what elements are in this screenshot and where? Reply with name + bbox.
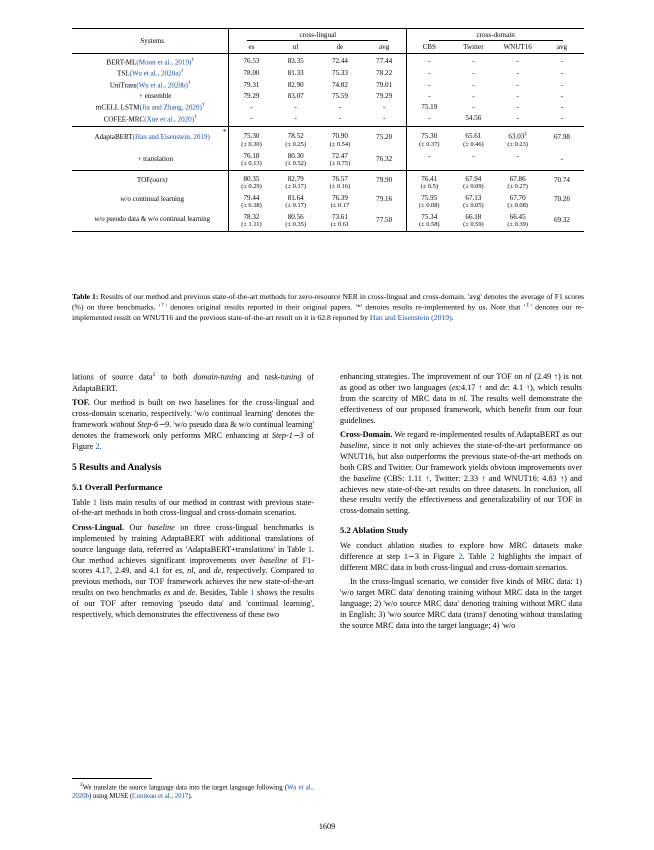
cell: 66.18 [465,212,482,221]
row-system: UniTrans(Wu et al., 2020b)† [109,79,191,90]
cell: 66.45 [509,212,526,221]
subsection-heading-52: 5.2 Ablation Study [340,525,409,536]
cell: - [472,68,475,77]
page-number: 1609 [318,822,336,831]
cell: 74.82 [331,80,348,89]
table-row [72,91,584,101]
cell: - [294,102,297,111]
left-text-column [72,372,314,624]
ddagger-symbol: ‡ [525,302,531,309]
paragraph-52-1: We conduct ablation studies to explore how MRC datasets make difference at step 1∼3 in Figure 2. Table 2 highlights the impact of different MRC data in both cross-lingual and cross-domain scenarios. [340,540,582,572]
cell-std [451,160,495,171]
cell-std: (± 0.29) [229,183,274,190]
table-row [72,113,584,127]
cell: 54.56 [465,114,482,123]
table-row-ablation1 [72,190,584,202]
footnote-ref[interactable]: 2 [152,372,156,378]
cell: - [516,102,519,111]
col-avg-cl: avg [379,42,390,51]
cell-avg-cl: 76.32 [376,154,393,163]
subsection-heading-51: 5.1 Overall Performance [72,482,163,493]
footnote-block [72,778,314,802]
cell: - [382,114,386,123]
row-system: COFEE-MRC(Xue et al., 2020)† [103,113,197,124]
cell-avg-cd: 69.32 [553,215,570,224]
cell: - [560,91,564,100]
cell: 75.34 [407,209,452,221]
cell: 65.61 [465,131,482,140]
cell: - [516,114,519,123]
footnote-citation-1[interactable]: Wu et al., 2020b [72,784,314,801]
cell: - [382,102,386,111]
dagger-symbol: † [160,302,166,309]
cell-std: (± 0.09) [463,182,484,190]
cell: 78.52 [287,131,304,140]
caption-text-4: ' denotes our re-implemented result on WNUT16 and the previous state-of-the-art result on it is 62.8 reported by [72,302,585,322]
caption-text-2: ' denotes original results reported in their original papers. ' [165,302,358,312]
figure-ref[interactable]: 2 [458,551,463,561]
cell: - [516,57,519,66]
table-row-tof [72,170,584,183]
cell: - [516,80,519,89]
cell: 70.90 [331,131,348,140]
cell-std: (± 0.35) [285,220,306,228]
cell: 67.94 [465,174,482,183]
col-wnut16: WNUT16 [503,42,532,51]
cell-std: (± 1.11) [229,221,274,232]
cell: 73.61 [331,212,348,221]
cell: 75.33 [331,68,348,77]
footnote-rule [72,778,152,779]
caption-label: Table 1: [72,292,99,301]
cell: - [560,80,564,89]
cell: - [516,91,519,100]
row-system: TOF(ours) [136,176,168,185]
cell-std: (± 0.17 [330,201,350,209]
cell: 72.47 [331,151,348,160]
cell-std: (± 0.75) [329,159,351,167]
cell: 80.56 [287,212,304,221]
cell: 76.41 [407,170,452,183]
paragraph-51-1: Table 1 lists main results of our method in contrast with previous state-of-the-art methods in both cross-lingual and cross-domain scenarios. [72,497,314,518]
cell-std: (± 0.61 [330,220,350,228]
cell-std: (± 0.52) [285,159,306,167]
table-row [72,79,584,91]
cell: 80.35 [229,170,274,183]
footnote-citation-2[interactable]: Conneau et al., 2017 [132,793,189,801]
cell: - [560,68,564,77]
cell-std: (± 0.5) [407,183,452,190]
cell: - [472,151,475,160]
col-twitter: Twitter [463,42,484,51]
cell: 80.30 [287,151,304,160]
star-symbol: * [357,302,361,312]
cell: 67.13 [465,193,482,202]
cell-std: (± 0.08) [407,202,452,209]
table-ref[interactable]: 1 [92,497,97,507]
col-avg-cd: avg [556,42,568,51]
header-cross-lingual: cross-lingual [229,29,407,42]
cell-std: (± 0.23) [507,140,528,148]
table-caption [72,292,584,323]
cell: 78.22 [376,68,393,77]
right-text-column [340,372,582,635]
cell: 76.57 [331,174,348,183]
cell: 75.95 [407,190,452,202]
row-system: mCELL LSTM(Jia and Zhang, 2020)† [95,102,205,112]
cell: - [560,114,564,123]
cell-std: (± 0.13) [229,160,274,171]
cell: 75.30 [229,127,274,141]
cell-std: (± 0.39) [507,220,528,228]
cell: - [472,102,475,111]
cell-std: (± 0.05) [463,201,484,209]
cell-std: (± 0.59) [463,220,484,228]
cell: - [560,57,564,66]
cell-std: (± 0.17) [285,201,306,209]
cell: 77.44 [376,57,393,66]
caption-text-1: Results of our method and previous state-of-the-art methods for zero-resource NER in cross-lingual and cross-domain. 'avg' denotes the average of F1 scores (%) on three benchmarks. ' [72,292,585,312]
table-ref[interactable]: 1 [307,544,312,554]
cell: 79.01 [376,80,393,89]
cell: 81.64 [287,193,304,202]
cell: - [229,101,274,113]
cell: - [560,102,564,111]
cell-avg-cd: 70.26 [553,195,570,204]
footnote-marker: 2 [80,782,83,788]
cell: - [472,57,475,66]
cell-avg-cd: - [560,154,564,163]
caption-citation[interactable]: Han and Eisenstein (2019) [369,312,452,322]
cell: - [338,114,342,123]
cell: 81.33 [287,68,304,77]
cell: 83.35 [287,57,304,66]
cell: - [229,113,274,127]
col-es: es [229,42,274,54]
caption-text-3: ' denotes results re-implemented by us. Note that ' [360,302,526,312]
cell-avg-cd: 70.74 [553,176,570,185]
row-system: + translation [137,154,174,163]
cell: 76.18 [229,148,274,160]
cell-std: (± 0.46) [463,140,484,148]
cell-std: (± 0.27) [507,182,528,190]
cell-std: (± 0.38) [229,202,274,209]
tof-lead: TOF. [72,398,90,408]
cell: - [472,80,475,89]
cell: 72.44 [331,57,348,66]
cell-avg-cd: 67.98 [553,133,570,142]
results-table-container [72,28,584,232]
header-systems: Systems [140,36,164,45]
cell: 79.29 [229,91,274,101]
cell-std [495,160,539,171]
cell: - [407,79,452,91]
footnote-text: $^2$We translate the source language data into the target language following (Wu et al., 2020b) using MUSE (Conneau et al., 2017). [72,782,314,801]
cell-avg-cl: 77.50 [376,215,393,224]
cell-std: (± 0.08) [507,201,528,209]
paragraph-52-2: In the cross-lingual scenario, we consider five kinds of MRC data: 1) 'w/o target MRC data' denoting training without MRC data in the target language; 2) 'w/o source MRC data' denoting training without MRC data in English; 3) 'w/o source MRC data (trans)' denoting without translating the source MRC data into the target language; 4) 'w/o [340,576,582,630]
col-nl: nl [292,42,299,51]
cell: 67.70 [509,193,526,202]
table-row-ablation2 [72,209,584,221]
table-ref[interactable]: 2 [490,551,495,561]
cell: 79.31 [229,79,274,91]
paragraph-continued: lations of source data$^2$ to both domain-tuning and task-tuning of AdaptaBERT. [72,372,314,393]
cell-std: (± 0.37) [407,141,452,148]
table-group-header-row [72,29,584,42]
cell: - [294,114,297,123]
cell: - [516,151,519,160]
cell: 75.59 [331,91,348,100]
paragraph-cross-domain: Cross-Domain. We regard re-implemented results of AdaptaBERT as our baseline, since it not only achieves the state-of-the-art performance on WNUT16, but also outperforms the previous state-of-the-art methods on both CBS and Twitter. Our framework yields obvious improvements over the baseline (CBS: 1.11 ↑, Twitter: 2.33 ↑ and WNUT16: 4.83 ↑) and achieves new state-of-the-art results on three datasets. In conclusion, all these results verify the effectiveness and generalizability of our TOF in cross-domain setting. [340,430,582,516]
cell-std: (± 0.30) [229,141,274,148]
cell-std: (± 0.58) [407,221,452,232]
cell: 78.00 [229,67,274,79]
table-row-translation [72,148,584,160]
cell: - [407,67,452,79]
paragraph-cross-lingual: Cross-Lingual. Our baseline on three cross-lingual benchmarks is implemented by training AdaptaBERT with additional translations of source language data, referred as 'AdaptaBERT+translations' in Table 1. Our method achieves significant improvements over baseline of F1-scores 4.17, 2.49, and 4.1 for es, nl, and de, respectively. Compared to previous methods, our TOF framework achieves the new state-of-the-art results on two benchmarks es and de. Besides, Table 1 shows the results of our TOF after removing 'pseudo data' and 'continual learning', respectively, which demonstrates the effectiveness of these two [72,522,315,620]
cell: - [516,68,519,77]
cell-std: (± 0.54) [329,140,351,148]
cell: - [407,148,452,160]
star-marker: * [222,128,227,137]
cell: 78.32 [229,209,274,221]
cell: 76.39 [331,193,348,202]
cell-avg-cl: 75.20 [376,133,393,142]
cell-std: (± 0.17) [285,182,306,190]
row-system: BERT-ML(Moon et al., 2019)† [106,56,194,66]
cell-std: (± 0.16) [329,182,351,190]
cell: - [472,91,475,100]
table-row [72,53,584,67]
cell: - [338,102,342,111]
cell: 63.03‡ [508,131,527,141]
cell: 82.79 [287,174,304,183]
cell: - [407,53,452,67]
row-system: AdaptaBERT(Han and Eisenstein, 2019) * [94,128,227,142]
col-cbs: CBS [407,42,452,54]
table-row [72,67,584,79]
row-system: + ensemble [138,91,172,100]
cell: 79.44 [229,190,274,202]
cell: 82.90 [287,80,304,89]
cell: 76.53 [229,53,274,67]
col-de: de [336,42,344,51]
header-cross-domain: cross-domain [407,29,584,42]
cell: - [407,113,452,127]
cell-std [407,160,452,171]
row-system: TSL(Wu et al., 2020a)† [117,68,184,78]
row-system: w/o pseudo data & w/o continual learning [94,216,210,224]
cell: - [407,91,452,101]
paragraph-r1: enhancing strategies. The improvement of our TOF on nl (2.49 ↑) is not as good as other two languages (es:4.17 ↑ and de: 4.1 ↑), which results from the scarcity of MRC data in nl. The results well demonstrate the effectiveness of our proposed framework, which benefit from our four guidelines. [340,372,582,425]
cell-avg-cl: 79.90 [376,176,393,185]
cross-domain-lead: Cross-Domain. [340,430,393,440]
caption-text-5: . [451,312,454,322]
cell: 75.30 [407,127,452,141]
cell-avg-cl: 79.16 [376,195,393,204]
section-heading-5: 5 Results and Analysis [72,462,162,473]
paragraph-tof: TOF. Our method is built on two baselines for the cross-lingual and cross-domain scenario, respectively. 'w/o continual learning' denotes the framework without Step-6∼9. 'w/o pseudo data & w/o continual learning' denotes the framework only performs MRC enhancing at Step-1∼3 of Figure 2. [72,398,314,451]
cell: 75.19 [407,101,452,113]
cell-std: (± 0.25) [285,140,306,148]
row-system: w/o continual learning [120,195,185,204]
cell: 79.29 [376,91,393,100]
table-row [72,101,584,113]
cross-lingual-lead: Cross-Lingual. [72,522,124,532]
table-ref[interactable]: 1 [250,588,255,598]
figure-ref[interactable]: 2 [95,441,100,451]
cell: 83.07 [287,91,304,100]
table-row-adaptabert [72,127,584,141]
cell: 67.86 [509,174,526,183]
results-table [72,28,584,232]
